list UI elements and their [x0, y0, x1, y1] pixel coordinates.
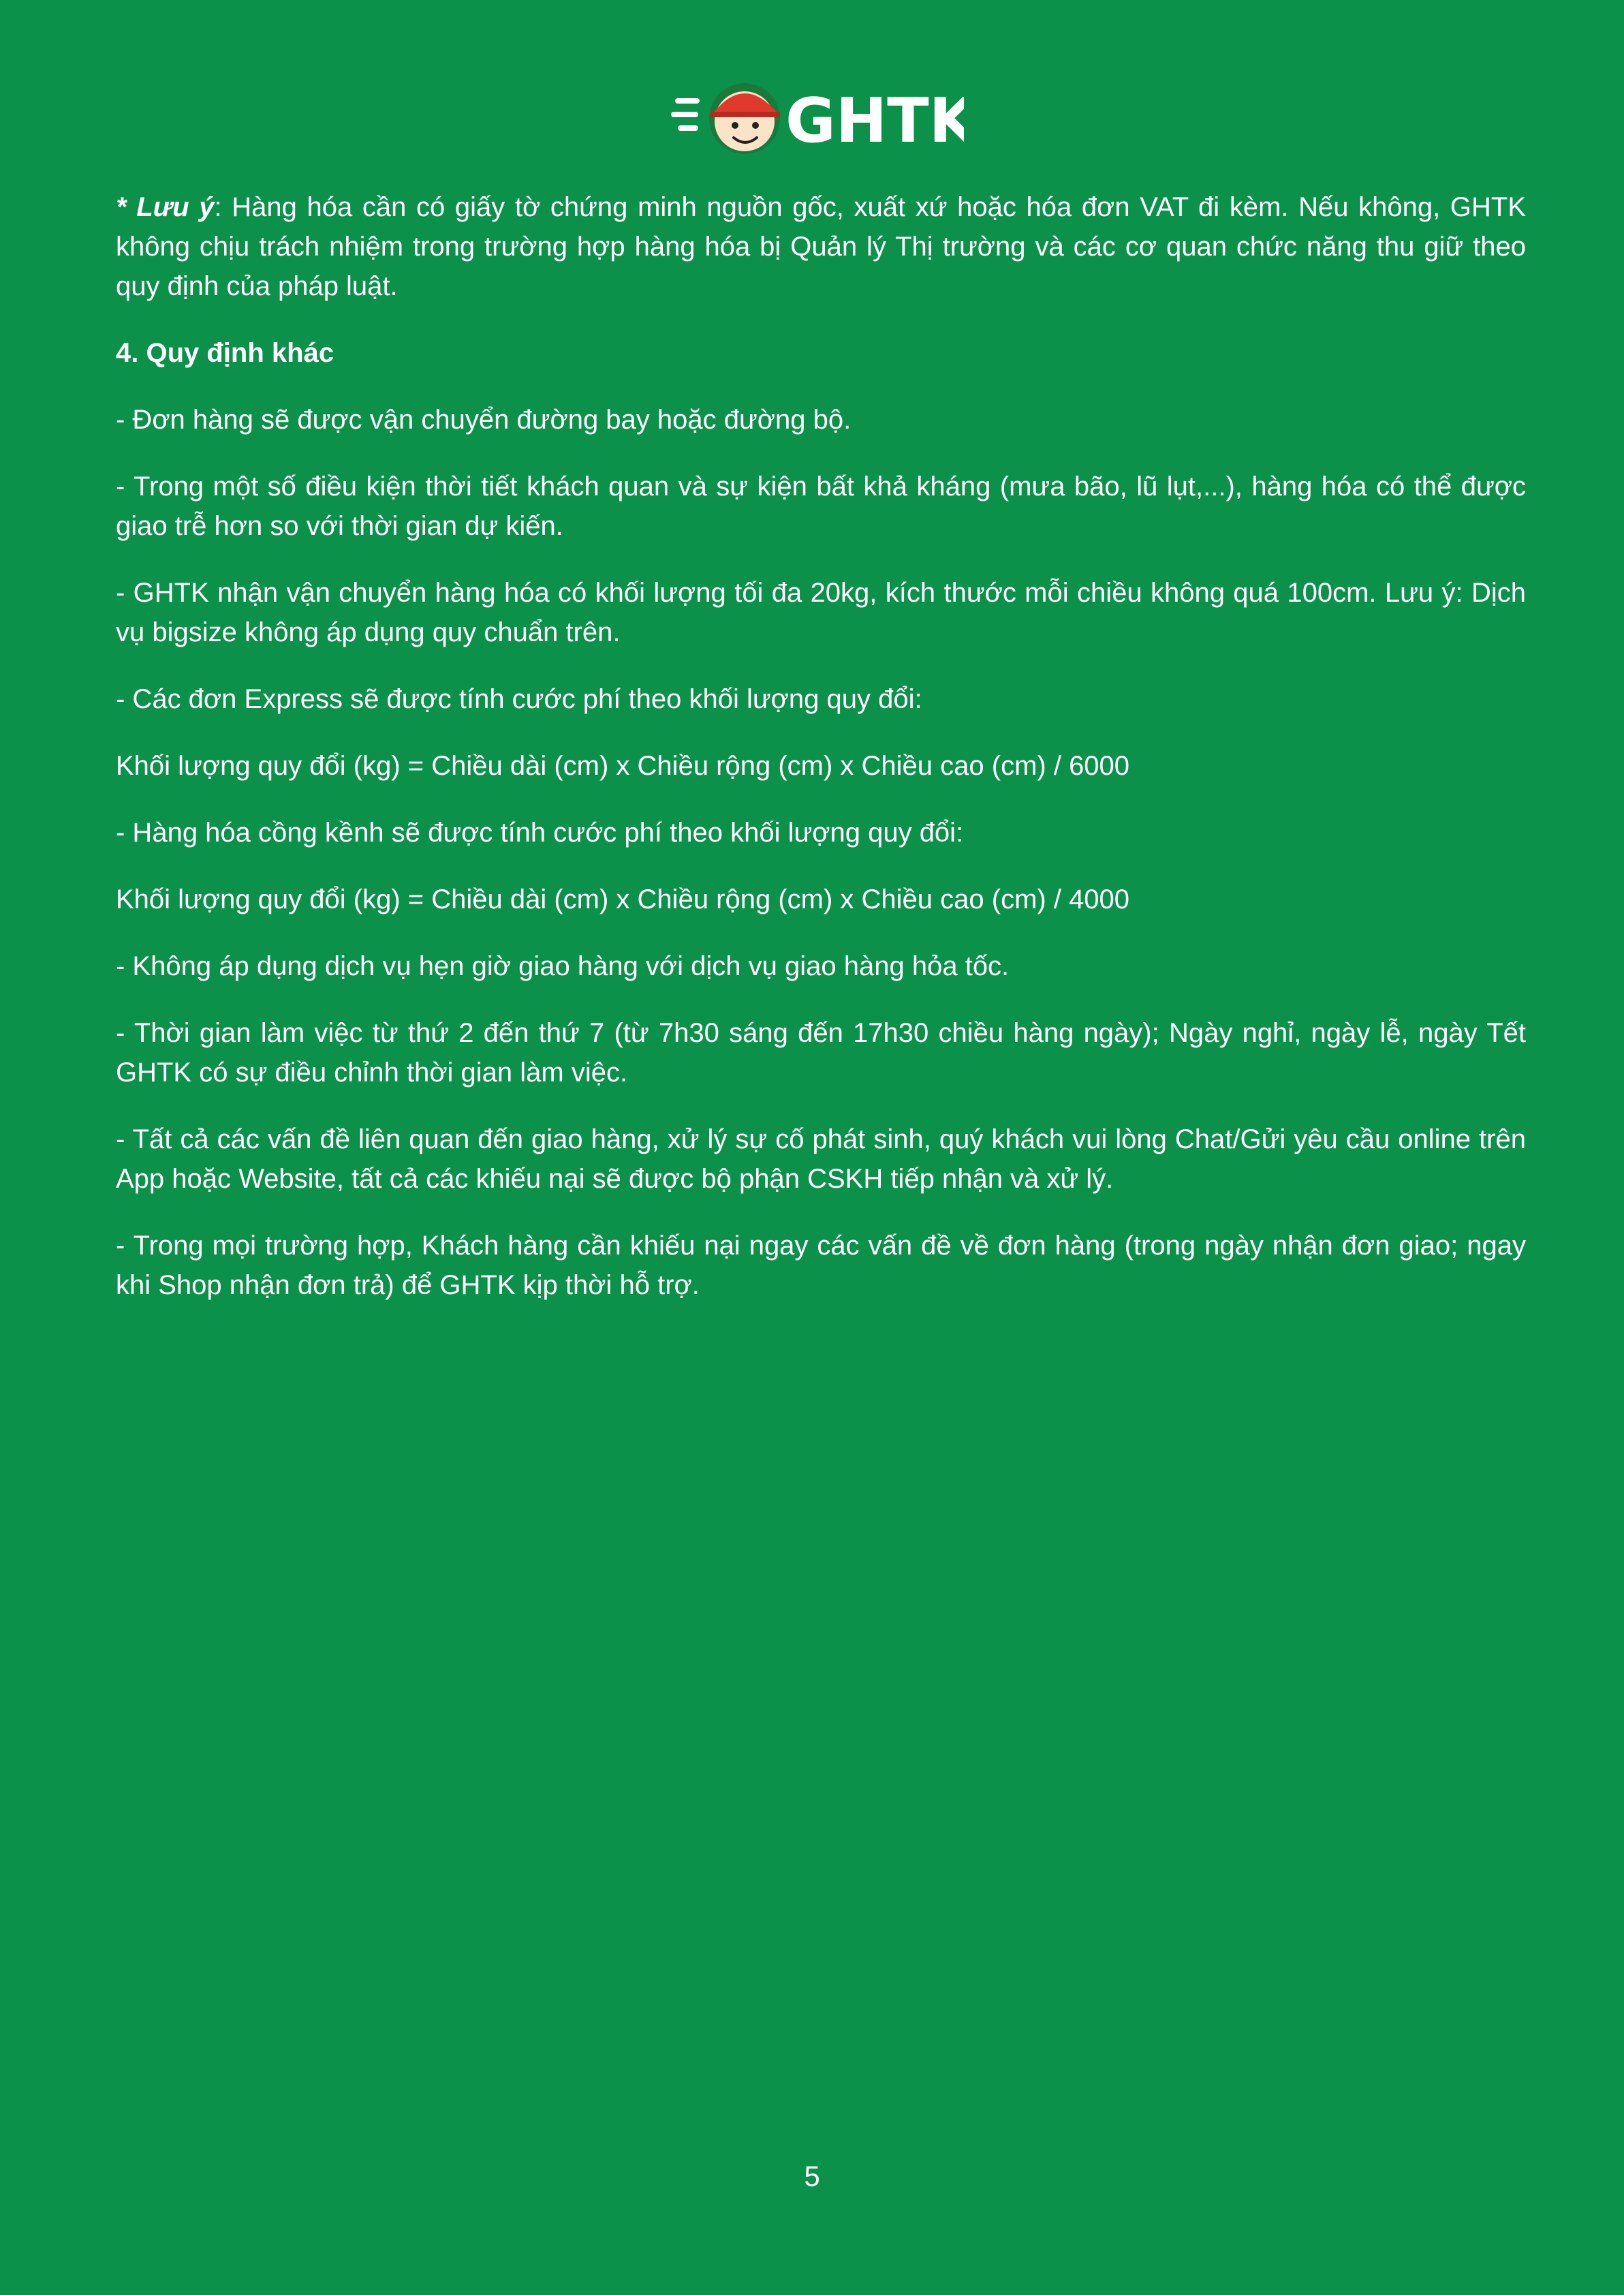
paragraph-bulky-fee: - Hàng hóa cồng kềnh sẽ được tính cước phí theo khối lượng quy đổi:	[116, 818, 964, 848]
paragraph-weather-delay: - Trong một số điều kiện thời tiết khách quan và sự kiện bất khả kháng (mưa bão, lũ lụt,...), hàng hóa có thể được giao trễ hơn so với thời gian dự kiến.	[116, 472, 1526, 541]
ghtk-logo-graphic	[671, 76, 964, 158]
document-body	[116, 187, 1526, 1332]
section-heading: 4. Quy định khác	[116, 338, 334, 368]
page-number: 5	[804, 2160, 820, 2192]
paragraph-support: - Tất cả các vấn đề liên quan đến giao hàng, xử lý sự cố phát sinh, quý khách vui lòng Chat/Gửi yêu cầu online trên App hoặc Website, tất cả các khiếu nại sẽ được bộ phận CSKH tiếp nhận và xử lý.	[116, 1124, 1526, 1194]
note-label: * Lưu ý	[116, 192, 215, 222]
paragraph-air-road: - Đơn hàng sẽ được vận chuyển đường bay hoặc đường bộ.	[116, 405, 852, 435]
paragraph-weight-limit: - GHTK nhận vận chuyển hàng hóa có khối lượng tối đa 20kg, kích thước mỗi chiều không quá 100cm. Lưu ý: Dịch vụ bigsize không áp dụng quy chuẩn trên.	[116, 578, 1526, 647]
note-paragraph	[116, 187, 1526, 306]
paragraph-express-fee: - Các đơn Express sẽ được tính cước phí theo khối lượng quy đổi:	[116, 684, 922, 714]
paragraph-complaints: - Trong mọi trường hợp, Khách hàng cần khiếu nại ngay các vấn đề về đơn hàng (trong ngày nhận đơn giao; ngay khi Shop nhận đơn trả) để GHTK kịp thời hỗ trợ.	[116, 1231, 1526, 1300]
formula-express: Khối lượng quy đổi (kg) = Chiều dài (cm) x Chiều rộng (cm) x Chiều cao (cm) / 6000	[116, 751, 1130, 781]
paragraph-no-scheduling: - Không áp dụng dịch vụ hẹn giờ giao hàng với dịch vụ giao hàng hỏa tốc.	[116, 951, 1010, 981]
formula-bulky: Khối lượng quy đổi (kg) = Chiều dài (cm) x Chiều rộng (cm) x Chiều cao (cm) / 4000	[116, 884, 1130, 914]
ghtk-logo	[671, 76, 964, 158]
logo-wordmark: GHTK	[785, 85, 964, 157]
note-text: : Hàng hóa cần có giấy tờ chứng minh nguồn gốc, xuất xứ hoặc hóa đơn VAT đi kèm. Nếu không, GHTK không chịu trách nhiệm trong trường hợp hàng hóa bị Quản lý Thị trường và các cơ quan chức năng thu giữ theo quy định của pháp luật.	[116, 192, 1526, 301]
paragraph-working-hours: - Thời gian làm việc từ thứ 2 đến thứ 7 (từ 7h30 sáng đến 17h30 chiều hàng ngày); Ngày nghỉ, ngày lễ, ngày Tết GHTK có sự điều chỉnh thời gian làm việc.	[116, 1018, 1526, 1088]
